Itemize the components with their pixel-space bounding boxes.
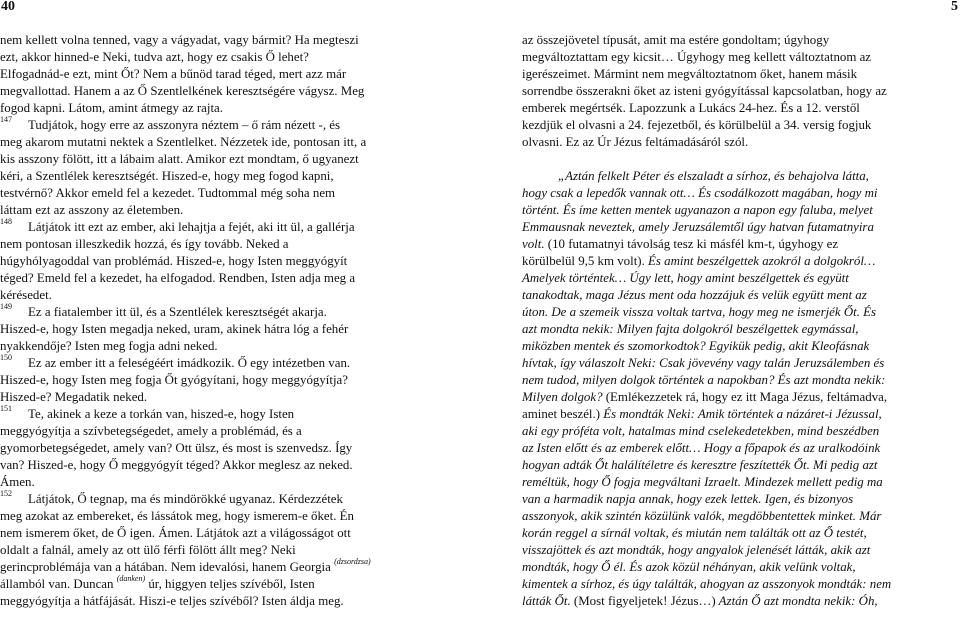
text-line: Hiszed-e, hogy Isten megadja neked, uram, akinek hátra lóg a fehér [0,322,349,336]
quote-line: reméltük, hogy Ő fogja megváltani Izraelt. Mindezek mellett pedig ma [522,475,883,489]
quote-line: nem tudod, milyen dolgok történtek a napokban? És azt mondta nekik: [522,373,886,387]
paragraph-151: $^{151}$ Te, akinek a keze a torkán van, hiszed-e, hogy Isten [0,404,295,421]
quote-line: történt. És íme ketten mentek ugyanazon a napon egy faluba, melyet [522,203,873,217]
quote-line: „Aztán felkelt Péter és elszaladt a sírhoz, és behajolva látta, [558,169,869,183]
verse-number: 149 [0,302,12,311]
quote-line-mixed: volt. (10 futamatnyi távolság tesz ki másfél km-t, úgyhogy ez [522,237,839,251]
quote-line: azt mondta nekik: Milyen fajta dolgokról beszélgettek egymással, [522,322,859,336]
quote-line: aki egy próféta volt, hatalmas mind cselekedetekben, mind beszédben [522,424,880,438]
text-line: nem pontosan illeszkedik hozzá, és így tovább. Neked a [0,237,289,251]
text-line: testvérnő? Akkor emeld fel a kezedet. Tudtommal még soha nem [0,186,336,200]
quote-line: Emmausnak neveztek, amely Jeruzsálemtől úgy hatvan futamatnyira [522,220,874,234]
text-line: Hiszed-e? Megadatik neked. [0,390,148,404]
quote-line: korán reggel a sírnál voltak, és miután nem találták ott az Ő testét, [522,526,867,540]
quote-line: van a harmadik napja annak, hogy ezek lettek. Igen, és bizonyos [522,492,854,506]
text-line: láttam ezt az asszony az életemben. [0,203,184,217]
quote-line-mixed: látták Őt. (Most figyeljetek! Jézus…) Aztán Ő azt mondta nekik: Óh, [522,594,878,608]
text-line: kéri, a Szentlélek keresztségét. Hiszed-e, hogy meg fogod kapni, [0,169,334,183]
quote-line: miközben mentek és szomorkodtok? Egyikük pedig, akit Kleofásnak [522,339,870,353]
text-line: húgyhólyagoddal van problémád. Hiszed-e, hogy Isten meggyógyít [0,254,348,268]
text-line: nem ismerem őket, de Ő igen. Ámen. Látjátok azt a világosságot ott [0,526,351,540]
text-line: igerészeimet. Mármint nem megváltoztatnom őket, hanem másik [522,67,858,81]
text-line: meggyógyítja a szívbetegségedet, amely a problémád, és a [0,424,302,438]
text-line: oldalt a falnál, amely az ott ülő férfi fölött állt meg? Neki [0,543,296,557]
text-line-duncan: államból van. Duncan $^{(danken)}$ úr, higgyen teljes szívéből, Isten [0,574,315,591]
quote-line: hogyan adták Őt halálítéletre és keresztre feszítették Őt. Mi pedig azt [522,458,878,472]
right-column [522,32,958,610]
text-line: téged? Emeld fel a kezedet, ha elfogadod. Rendben, Isten adja meg a [0,271,356,285]
text-line: nyakkendője? Isten meg fogja adni neked. [0,339,218,353]
quote-line: úton. De a szemeik vissza voltak tartva, hogy meg ne ismerjék Őt. És [522,305,877,319]
text-line: megvallottad. Hanem a az Ő Szentlelkének keresztségére vágysz. Meg [0,84,365,98]
quote-line-mixed: aminet beszél.) És mondták Neki: Amik történtek a názáret-i Jézussal, [522,407,882,421]
text-line: Hiszed-e, hogy Isten meg fogja Őt gyógyítani, hogy meggyógyítja? [0,373,348,387]
verse-number: 151 [0,404,12,413]
quote-line: az Isten előtt és az emberek előtt… Hogy a főpapok és az uralkodóink [522,441,881,455]
text-line-georgia: gerincproblémája van a hátában. Nem idevalósi, hanem Georgia $^{(dzsordzsa)}$ [0,557,371,574]
text-line: meg azokat az embereket, és lássátok meg, hogy ismerem-e őket. Én [0,509,355,523]
quote-line: hívtak, így válaszolt Neki: Csak jövevény vagy talán Jeruzsálemben és [522,356,885,370]
verse-number: 147 [0,115,12,124]
text-line: meggyógyítja a hátfájását. Hiszi-e teljes szívéből? Isten áldja meg. [0,594,344,608]
text-line: sorrendbe összerakni őket az isteni gyógyítással kapcsolatban, hogy az [522,84,887,98]
paragraph-147: $^{147}$ Tudjátok, hogy erre az asszonyra néztem – ő rám nézett -, és [0,115,341,132]
page-number-right: 5 [951,0,958,14]
quote-line: visszajöttek és azt mondták, hogy angyalok jelenését látták, akik azt [522,543,871,557]
text-line: kezdjük el olvasni a 24. fejezetből, és körülbelül a 34. versig fogjuk [522,118,872,132]
text-line: van? Hiszed-e, hogy Ő meggyógyít téged? Akkor meglesz az neked. [0,458,353,472]
text-line: Ámen. [0,475,35,489]
page-number-left: 40 [1,0,15,14]
quote-line: mondták, hogy Ő él. És azok közül néhányan, akik velünk voltak, [522,560,856,574]
quote-line-mixed: Milyen dolgok? (Emlékezzetek rá, hogy ez itt Maga Jézus, feltámadva, [522,390,888,404]
verse-number: 152 [0,489,12,498]
text-line: gyomorbetegségedet, amely van? Ott ülsz, és most is szenvedsz. Így [0,441,353,455]
text-line: fogod kapni. Látom, amint átmegy az rajta. [0,101,224,115]
quote-line: tanakodtak, maga Jézus ment oda hozzájuk és velük együtt ment az [522,288,867,302]
paragraph-149: $^{149}$ Ez a fiatalember itt ül, és a Szentlélek keresztségét akarja. [0,302,327,319]
text-line: kérésedet. [0,288,52,302]
text-line: nem kellett volna tenned, vagy a vágyadat, vagy bármit? Ha megteszi [0,33,359,47]
quote-line: hogy csak a lepedők vannak ott… És csodálkozott magában, hogy mi [522,186,878,200]
text-line: megváltoztattam egy kicsit… Úgyhogy meg kellett változtatnom az [522,50,872,64]
text-line: emberek megértsék. Lapozzunk a Lukács 24-hez. És a 12. verstől [522,101,860,115]
pronunciation-note: (dzsordzsa) [334,557,371,566]
text-line: olvasni. Ez az Úr Jézus feltámadásáról szól. [522,135,749,149]
text-line: az összejövetel típusát, amit ma estére gondoltam; úgyhogy [522,33,830,47]
text-line: meg akarom mutatni nektek a Szentlelket. Nézzetek ide, pontosan itt, a [0,135,367,149]
quote-line: asszonyok, akik szintén közülünk valók, megdöbbentettek minket. Már [522,509,882,523]
paragraph-gap [522,151,958,168]
paragraph-150: $^{150}$ Ez az ember itt a feleségéért imádkozik. Ő egy intézetben van. [0,353,351,370]
quote-line: kimentek a sírhoz, és úgy találták, ahogyan az asszonyok mondták: nem [522,577,892,591]
left-column [0,32,447,610]
text-line: ezt, akkor hinned-e Neki, tudva azt, hogy ez csakis Ő lehet? [0,50,309,64]
text-line: Elfogadnád-e ezt, mint Őt? Nem a bűnöd tarad téged, mert azz már [0,67,347,81]
pronunciation-note: (danken) [116,574,146,583]
quote-line: Amelyek történtek… Úgy lett, hogy amint beszélgettek és együtt [522,271,849,285]
paragraph-148: $^{148}$ Látjátok itt ezt az ember, aki lehajtja a fejét, aki itt ül, a gallérja [0,217,355,234]
verse-number: 148 [0,217,12,226]
quote-line-mixed: körülbelül 9,5 km volt). És amint beszélgettek azokról a dolgokról… [522,254,876,268]
verse-number: 150 [0,353,12,362]
paragraph-152: $^{152}$ Látjátok, Ő tegnap, ma és mindörökké ugyanaz. Kérdezzétek [0,489,343,506]
text-line: kis asszony fölött, itt a lábaim alatt. Amikor ezt mondtam, ő ugyanezt [0,152,359,166]
